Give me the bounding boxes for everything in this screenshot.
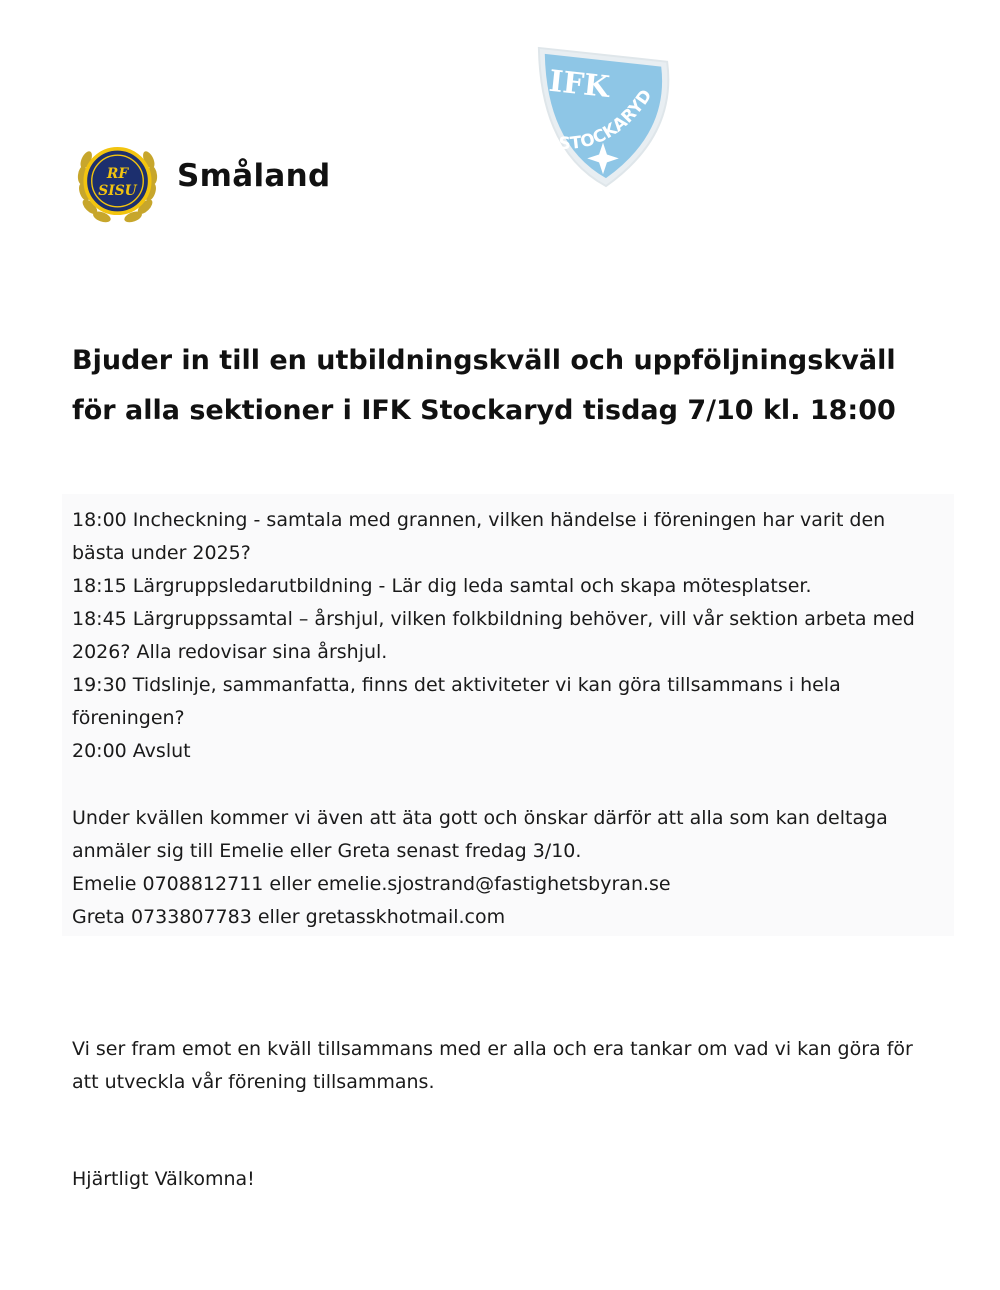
rf-sisu-emblem [70, 135, 165, 227]
emblem-line-1: RF [106, 166, 129, 183]
contact-emelie: Emelie 0708812711 eller emelie.sjostrand@fastighetsbyran.se [72, 873, 671, 895]
page-title [72, 336, 972, 436]
schedule-line: 19:30 Tidslinje, sammanfatta, finns det aktiviteter vi kan göra tillsammans i hela [72, 674, 841, 696]
schedule-line: 20:00 Avslut [72, 740, 191, 762]
ifk-top-text: IFK [547, 62, 612, 104]
title-line: Bjuder in till en utbildningskväll och uppföljningskväll [72, 345, 896, 376]
schedule-line: 18:15 Lärgruppsledarutbildning - Lär dig leda samtal och skapa mötesplatser. [72, 575, 812, 597]
welcome-line: Hjärtligt Välkomna! [72, 1168, 255, 1190]
ifk-stockaryd-shield [528, 42, 678, 190]
info-line: Under kvällen kommer vi även att äta gott och önskar därför att alla som kan deltaga [72, 807, 888, 829]
schedule-line: 2026? Alla redovisar sina årshjul. [72, 641, 388, 663]
schedule-line: bästa under 2025? [72, 542, 251, 564]
schedule-line: 18:00 Incheckning - samtala med grannen, vilken händelse i föreningen har varit den [72, 509, 886, 531]
schedule-list [72, 504, 915, 768]
emblem-line-2: SISU [98, 182, 137, 199]
contact-greta: Greta 0733807783 eller gretasskhotmail.com [72, 906, 506, 928]
rf-wordmark: Småland [177, 158, 331, 194]
closing-line: att utveckla vår förening tillsammans. [72, 1071, 435, 1093]
registration-info [72, 802, 888, 934]
closing-paragraph [72, 1033, 913, 1099]
info-line: anmäler sig till Emelie eller Greta senast fredag 3/10. [72, 840, 582, 862]
welcome-text [72, 1163, 255, 1196]
schedule-line: 18:45 Lärgruppssamtal – årshjul, vilken folkbildning behöver, vill vår sektion arbeta med [72, 608, 915, 630]
ifk-arc-text-path: STOCKARYD [558, 85, 656, 153]
closing-line: Vi ser fram emot en kväll tillsammans med er alla och era tankar om vad vi kan göra för [72, 1038, 913, 1060]
schedule-line: föreningen? [72, 707, 185, 729]
title-line: för alla sektioner i IFK Stockaryd tisdag 7/10 kl. 18:00 [72, 395, 896, 426]
